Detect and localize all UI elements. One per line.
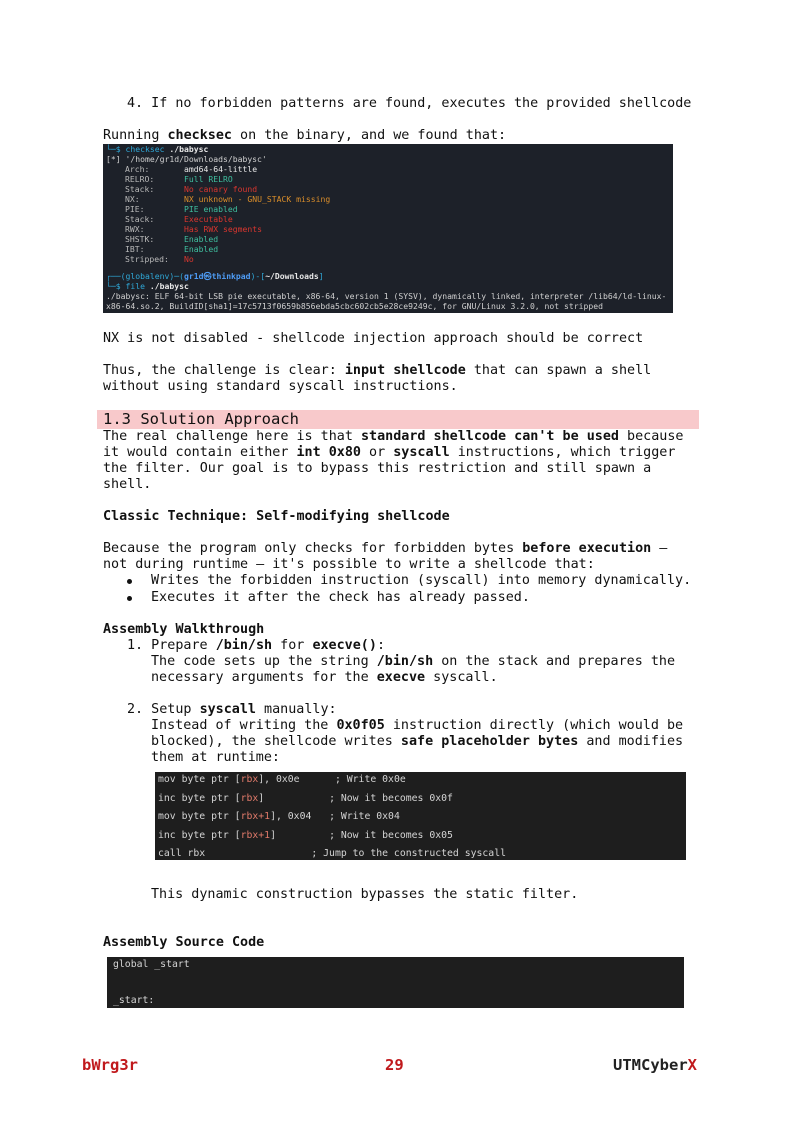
assembly-source-heading: Assembly Source Code [103, 935, 265, 950]
terminal-cmd1 [106, 144, 208, 154]
code-token: inc byte ptr [ [158, 792, 241, 804]
checksec-row [106, 194, 330, 204]
t: manually: [256, 702, 337, 717]
para-line-1 [103, 429, 683, 445]
register-token: rbx [240, 774, 259, 785]
code-token: mov byte ptr [ [158, 811, 241, 823]
t: for [272, 638, 313, 653]
checksec-key: PIE: [125, 204, 145, 214]
checksec-key: Stripped: [125, 254, 169, 264]
t: — [651, 541, 668, 556]
code-line [158, 847, 506, 861]
arg: ./babysc [145, 281, 189, 291]
code-token: mov byte ptr [ [158, 774, 241, 785]
checksec-row [106, 174, 233, 184]
b: int 0x80 [296, 445, 361, 460]
p: )─( [169, 271, 184, 281]
step-1-line3 [151, 670, 498, 686]
checksec-row [106, 214, 233, 224]
dir: ~/Downloads [265, 271, 319, 281]
t: instructions, which trigger [449, 445, 676, 460]
code-comment: ; Write 0x04 [329, 811, 400, 823]
checksec-key: Stack: [125, 214, 155, 224]
b: /bin/sh [376, 654, 434, 669]
t: Because the program only checks for forbidden bytes [103, 541, 523, 556]
env: globalenv [125, 271, 170, 281]
page-number: 29 [385, 1056, 404, 1074]
register-token: rbx+1 [240, 829, 271, 841]
list-item-4: 4. If no forbidden patterns are found, executes the provided shellcode [127, 96, 692, 111]
t: blocked), the shellcode writes [151, 734, 401, 749]
code-token [205, 848, 311, 859]
b: before execution [522, 541, 652, 556]
checksec-key: RELRO: [125, 174, 155, 184]
checksec-value: amd64-64-little [184, 164, 258, 174]
b: /bin/sh [215, 638, 273, 653]
code-block-source [107, 957, 684, 1008]
user: gr1d㉿thinkpad [183, 271, 251, 281]
b: standard shellcode can't be used [360, 429, 619, 444]
code-token: ] [270, 829, 330, 841]
section-heading: 1.3 Solution Approach [97, 410, 699, 429]
code-token: call rbx [158, 848, 206, 860]
code-comment: ; Now it becomes 0x05 [329, 829, 453, 841]
checksec-value: Enabled [184, 234, 219, 244]
bullet-item-2: Executes it after the check has already passed. [151, 590, 530, 605]
step-2-line4: them at runtime: [151, 750, 280, 765]
step-1 [127, 638, 385, 654]
prompt: └─$ [106, 144, 126, 154]
code-line [158, 792, 453, 806]
because-line2: not during runtime — it's possible to write a shellcode that: [103, 557, 595, 572]
code-line [158, 773, 406, 787]
thus-line [103, 363, 651, 379]
arg: ./babysc [164, 144, 209, 154]
checksec-row [106, 164, 257, 174]
prompt: └─$ [106, 281, 126, 291]
b: 0x0f05 [336, 718, 385, 733]
t: that can spawn a shell [465, 363, 652, 378]
checksec-value: Has RWX segments [184, 224, 262, 234]
running-checksec-line [103, 128, 506, 143]
terminal-path: [*] '/home/gr1d/Downloads/babysc' [106, 154, 267, 164]
checksec-key: RWX: [125, 224, 145, 234]
text: Running [103, 128, 168, 143]
checksec-value: NX unknown - GNU_STACK missing [184, 194, 331, 204]
checksec-row [106, 224, 262, 234]
cmd: file [125, 281, 145, 291]
classic-technique-heading: Classic Technique: Self-modifying shellcode [103, 509, 450, 524]
register-token: rbx [240, 792, 259, 804]
code-token: ], 0x04 [270, 811, 330, 823]
t: The code sets up the string [151, 654, 377, 669]
b: syscall [393, 445, 450, 460]
code-line: global _start [113, 959, 190, 970]
t: instruction directly (which would be [384, 718, 684, 733]
checksec-value: PIE enabled [184, 204, 238, 214]
code-token: inc byte ptr [ [158, 829, 241, 841]
t: and modifies [578, 734, 684, 749]
code-comment: ; Write 0x0e [334, 774, 406, 785]
t: 2. Setup [127, 702, 200, 717]
checksec-key: NX: [125, 194, 140, 204]
assembly-walkthrough-heading: Assembly Walkthrough [103, 622, 265, 637]
code-token: ], 0x0e [258, 774, 335, 785]
t: on the stack and prepares the [433, 654, 676, 669]
because-line [103, 541, 667, 557]
brand-main: UTMCyber [613, 1056, 688, 1074]
t: : [376, 638, 385, 653]
checksec-value: No canary found [184, 184, 258, 194]
p: ┌──( [106, 271, 126, 281]
dynamic-line: This dynamic construction bypasses the static filter. [151, 887, 579, 902]
step-1-line2 [151, 654, 675, 670]
code-line [158, 829, 453, 843]
checksec-key: IBT: [125, 244, 145, 254]
checksec-bold: checksec [167, 128, 232, 143]
footer-brand [613, 1056, 697, 1074]
checksec-key: Arch: [125, 164, 150, 174]
terminal-file-out2: x86-64.so.2, BuildID[sha1]=17c5713f0659b856ebda5cbc602cb5e28ce9249c, for GNU/Linux 3.2.0, not stripped [106, 301, 604, 311]
checksec-value: Enabled [184, 244, 219, 254]
checksec-row [106, 184, 257, 194]
terminal-screenshot [103, 144, 673, 313]
para-line-3: the filter. Our goal is to bypass this restriction and still spawn a [103, 461, 652, 476]
para-line-4: shell. [103, 477, 152, 492]
p: )-[ [250, 271, 266, 281]
b: execve [376, 670, 426, 685]
para-line-2 [103, 445, 675, 461]
b: input shellcode [344, 363, 466, 378]
t: Thus, the challenge is clear: [103, 363, 345, 378]
brand-x: X [687, 1056, 697, 1074]
register-token: rbx+1 [240, 811, 271, 823]
t: The real challenge here is that [103, 429, 361, 444]
t: it would contain either [103, 445, 297, 460]
b: syscall [199, 702, 256, 717]
b: execve() [312, 638, 377, 653]
thus-line2: without using standard syscall instructions. [103, 379, 458, 394]
code-token: ] [258, 792, 330, 804]
code-block-runtime-patch [155, 772, 686, 860]
checksec-row [106, 204, 238, 214]
footer-author: bWrg3r [82, 1056, 138, 1074]
checksec-value: Full RELRO [184, 174, 233, 184]
t: syscall. [425, 670, 498, 685]
terminal-prompt [106, 271, 324, 281]
nx-line: NX is not disabled - shellcode injection approach should be correct [103, 331, 644, 346]
text: on the binary, and we found that: [232, 128, 507, 143]
cmd: checksec [125, 144, 165, 154]
step-2-line2 [151, 718, 683, 734]
t: necessary arguments for the [151, 670, 377, 685]
terminal-cmd2 [106, 281, 189, 291]
bullet-item-1: Writes the forbidden instruction (syscall) into memory dynamically. [151, 573, 692, 588]
checksec-row [106, 234, 218, 244]
checksec-row [106, 254, 194, 264]
t: Instead of writing the [151, 718, 337, 733]
step-2-line3 [151, 734, 683, 750]
code-line: _start: [113, 995, 155, 1006]
code-comment: ; Jump to the constructed syscall [311, 848, 507, 860]
step-2 [127, 702, 337, 718]
checksec-row [106, 244, 218, 254]
checksec-key: SHSTK: [125, 234, 155, 244]
bullet-icon [127, 579, 132, 584]
b: safe placeholder bytes [400, 734, 579, 749]
t: or [360, 445, 394, 460]
terminal-file-out1: ./babysc: ELF 64-bit LSB pie executable, x86-64, version 1 (SYSV), dynamically linked, interpreter /lib64/ld-linux- [106, 291, 667, 301]
t: 1. Prepare [127, 638, 216, 653]
code-comment: ; Now it becomes 0x0f [329, 792, 453, 804]
p: ] [318, 271, 324, 281]
checksec-key: Stack: [125, 184, 155, 194]
bullet-icon [127, 596, 132, 601]
checksec-value: No [184, 254, 194, 264]
t: because [618, 429, 684, 444]
code-line [158, 810, 400, 824]
checksec-value: Executable [184, 214, 233, 224]
